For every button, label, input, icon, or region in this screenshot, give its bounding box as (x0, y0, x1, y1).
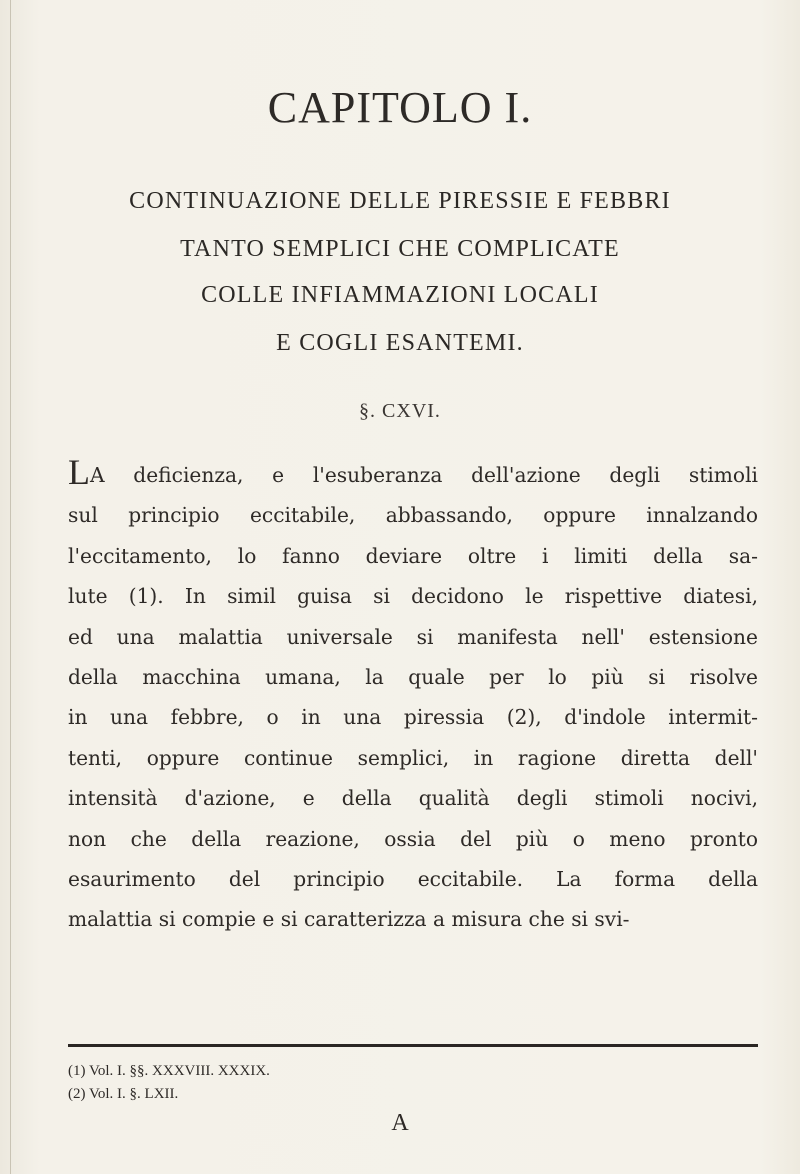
heading-line-2: TANTO SEMPLICI CHE COMPLICATE (180, 236, 620, 262)
body-line-10: non che della reazione, ossia del più o meno pronto (68, 826, 758, 851)
body-line-5: ed una malattia universale si manifesta nell' estensione (68, 624, 758, 649)
heading-line-1: CONTINUAZIONE DELLE PIRESSIE E FEBBRI (129, 188, 671, 214)
body-line-8: tenti, oppure continue semplici, in ragione diretta dell' (68, 745, 758, 770)
footnote-divider (68, 1044, 758, 1047)
body-paragraph (68, 452, 758, 940)
signature-mark: A (391, 1110, 409, 1136)
body-line-9: intensità d'azione, e della qualità degli stimoli nocivi, (68, 786, 758, 811)
body-line-6: della macchina umana, la quale per lo più si risolve (68, 665, 758, 690)
body-line-4: lute (1). In simil guisa si decidono le rispettive diatesi, (68, 584, 758, 609)
heading-line-4: E COGLI ESANTEMI. (276, 330, 524, 356)
footnote-2: (2) Vol. I. §. LXII. (68, 1086, 179, 1102)
body-line-12: malattia si compie e si caratterizza a misura che si svi- (68, 907, 630, 932)
body-line-1 (68, 452, 758, 495)
body-line-2: sul principio eccitabile, abbassando, oppure innalzando (68, 503, 758, 528)
page-edge (10, 0, 11, 1174)
chapter-title: CAPITOLO I. (267, 83, 533, 132)
body-line-3: l'eccitamento, lo fanno deviare oltre i limiti della sa- (68, 543, 758, 568)
section-number: §. CXVI. (359, 400, 441, 422)
heading-line-3: COLLE INFIAMMAZIONI LOCALI (201, 282, 599, 308)
drop-cap: L (68, 452, 90, 492)
footnotes (68, 1060, 758, 1106)
body-line-7: in una febbre, o in una piressia (2), d'indole intermit- (68, 705, 758, 730)
footnote-1: (1) Vol. I. §§. XXXVIII. XXXIX. (68, 1063, 270, 1079)
body-line-11: esaurimento del principio eccitabile. La forma della (68, 867, 758, 892)
body-line-1-text: A deficienza, e l'esuberanza dell'azione degli stimoli (90, 463, 758, 487)
